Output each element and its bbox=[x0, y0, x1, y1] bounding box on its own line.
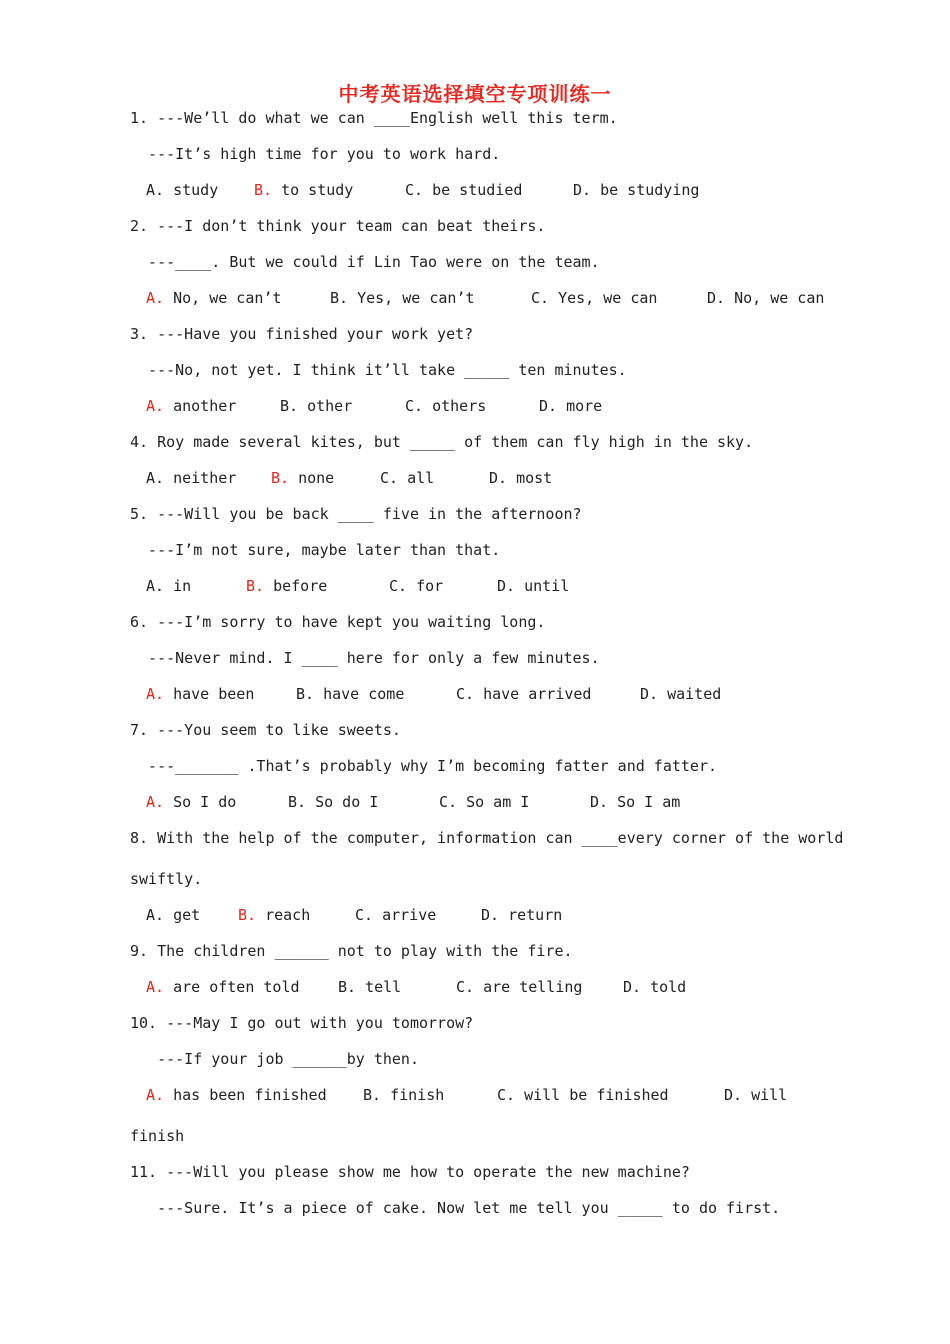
option-letter: C. bbox=[531, 289, 550, 307]
answer-option bbox=[330, 288, 475, 308]
option-letter: B. bbox=[363, 1086, 382, 1104]
option-text: have been bbox=[164, 685, 255, 703]
answer-option bbox=[439, 792, 529, 812]
option-letter: C. bbox=[456, 685, 475, 703]
option-letter: C. bbox=[405, 181, 424, 199]
option-text: have arrived bbox=[474, 685, 592, 703]
option-letter: D. bbox=[724, 1086, 743, 1104]
option-letter: B. bbox=[246, 577, 265, 595]
answer-option bbox=[380, 468, 434, 488]
answer-option bbox=[146, 576, 191, 596]
option-letter: D. bbox=[497, 577, 516, 595]
answer-option bbox=[238, 905, 310, 925]
option-letter: A. bbox=[146, 685, 165, 703]
question-stem: 1. ---We’ll do what we can ____English well this term. bbox=[130, 109, 618, 127]
option-text: So am I bbox=[457, 793, 530, 811]
option-text: tell bbox=[356, 978, 402, 996]
answer-option bbox=[456, 684, 591, 704]
answer-option bbox=[338, 977, 401, 997]
answer-option bbox=[246, 576, 327, 596]
option-text: be studying bbox=[591, 181, 700, 199]
answer-option bbox=[405, 180, 522, 200]
answer-option bbox=[146, 180, 218, 200]
option-letter: D. bbox=[573, 181, 592, 199]
answer-option bbox=[640, 684, 721, 704]
question-stem: 4. Roy made several kites, but _____ of them can fly high in the sky. bbox=[130, 433, 754, 451]
option-text: be studied bbox=[423, 181, 523, 199]
option-text: No, we can’t bbox=[164, 289, 282, 307]
answer-option bbox=[539, 396, 602, 416]
option-letter: D. bbox=[640, 685, 659, 703]
question-stem: 2. ---I don’t think your team can beat theirs. bbox=[130, 217, 546, 235]
answer-option bbox=[146, 396, 236, 416]
question-line: ---I’m not sure, maybe later than that. bbox=[130, 541, 501, 559]
option-text: other bbox=[298, 397, 353, 415]
answer-option bbox=[146, 288, 281, 308]
question-line: ---No, not yet. I think it’ll take _____ ten minutes. bbox=[130, 361, 627, 379]
option-text: others bbox=[423, 397, 487, 415]
option-text: return bbox=[499, 906, 563, 924]
option-text: will bbox=[742, 1086, 788, 1104]
option-text: Yes, we can bbox=[549, 289, 658, 307]
option-text: before bbox=[264, 577, 328, 595]
option-text: So do I bbox=[306, 793, 379, 811]
option-letter: D. bbox=[481, 906, 500, 924]
option-text: told bbox=[641, 978, 687, 996]
option-letter: B. bbox=[338, 978, 357, 996]
option-text: get bbox=[164, 906, 201, 924]
option-text: none bbox=[289, 469, 335, 487]
question-stem: 5. ---Will you be back ____ five in the afternoon? bbox=[130, 505, 582, 523]
question-line: ---____. But we could if Lin Tao were on the team. bbox=[130, 253, 600, 271]
question-line: swiftly. bbox=[130, 870, 203, 888]
option-text: neither bbox=[164, 469, 237, 487]
option-letter: C. bbox=[439, 793, 458, 811]
answer-option bbox=[481, 905, 562, 925]
option-text: most bbox=[507, 469, 553, 487]
option-letter: A. bbox=[146, 978, 165, 996]
option-letter: A. bbox=[146, 469, 165, 487]
option-letter: A. bbox=[146, 906, 165, 924]
answer-option bbox=[389, 576, 443, 596]
answer-option bbox=[355, 905, 436, 925]
answer-option bbox=[146, 468, 236, 488]
option-text: No, we can bbox=[725, 289, 825, 307]
question-stem: 6. ---I’m sorry to have kept you waiting long. bbox=[130, 613, 546, 631]
answer-option bbox=[497, 1085, 669, 1105]
option-letter: C. bbox=[405, 397, 424, 415]
question-line: ---_______ .That’s probably why I’m becoming fatter and fatter. bbox=[130, 757, 717, 775]
answer-option bbox=[146, 977, 300, 997]
option-letter: B. bbox=[254, 181, 273, 199]
answer-option bbox=[280, 396, 352, 416]
option-letter: D. bbox=[489, 469, 508, 487]
option-letter: D. bbox=[590, 793, 609, 811]
question-stem: 9. The children ______ not to play with the fire. bbox=[130, 942, 573, 960]
question-stem: 3. ---Have you finished your work yet? bbox=[130, 325, 474, 343]
answer-option bbox=[296, 684, 404, 704]
option-text: to study bbox=[272, 181, 354, 199]
answer-option bbox=[531, 288, 657, 308]
option-letter: A. bbox=[146, 793, 165, 811]
option-letter: A. bbox=[146, 577, 165, 595]
option-continuation: finish bbox=[130, 1127, 185, 1145]
question-line: ---It’s high time for you to work hard. bbox=[130, 145, 501, 163]
answer-option bbox=[405, 396, 486, 416]
option-letter: C. bbox=[355, 906, 374, 924]
option-letter: D. bbox=[539, 397, 558, 415]
option-letter: D. bbox=[623, 978, 642, 996]
option-text: more bbox=[557, 397, 603, 415]
option-text: are often told bbox=[164, 978, 300, 996]
option-text: study bbox=[164, 181, 219, 199]
answer-option bbox=[724, 1085, 787, 1105]
answer-option bbox=[497, 576, 569, 596]
answer-option bbox=[363, 1085, 444, 1105]
option-text: finish bbox=[381, 1086, 445, 1104]
question-line: ---If your job ______by then. bbox=[130, 1050, 419, 1068]
answer-option bbox=[573, 180, 699, 200]
question-line: ---Never mind. I ____ here for only a few minutes. bbox=[130, 649, 600, 667]
option-letter: C. bbox=[380, 469, 399, 487]
question-stem: 8. With the help of the computer, information can ____every corner of the world bbox=[130, 829, 844, 847]
option-text: So I am bbox=[608, 793, 681, 811]
option-letter: C. bbox=[456, 978, 475, 996]
option-letter: C. bbox=[497, 1086, 516, 1104]
option-text: Yes, we can’t bbox=[348, 289, 475, 307]
option-text: until bbox=[515, 577, 570, 595]
option-letter: B. bbox=[271, 469, 290, 487]
option-letter: B. bbox=[238, 906, 257, 924]
option-letter: C. bbox=[389, 577, 408, 595]
option-text: for bbox=[407, 577, 444, 595]
option-text: waited bbox=[658, 685, 722, 703]
option-text: arrive bbox=[373, 906, 437, 924]
answer-option bbox=[456, 977, 582, 997]
option-letter: A. bbox=[146, 1086, 165, 1104]
question-stem: 10. ---May I go out with you tomorrow? bbox=[130, 1014, 474, 1032]
option-letter: A. bbox=[146, 181, 165, 199]
answer-option bbox=[146, 792, 236, 812]
answer-option bbox=[288, 792, 378, 812]
answer-option bbox=[146, 905, 200, 925]
answer-option bbox=[271, 468, 334, 488]
option-text: will be finished bbox=[515, 1086, 669, 1104]
option-letter: B. bbox=[280, 397, 299, 415]
page-title: 中考英语选择填空专项训练一 bbox=[338, 82, 612, 106]
option-text: So I do bbox=[164, 793, 237, 811]
option-letter: B. bbox=[288, 793, 307, 811]
answer-option bbox=[623, 977, 686, 997]
answer-option bbox=[146, 684, 254, 704]
option-letter: D. bbox=[707, 289, 726, 307]
question-stem: 7. ---You seem to like sweets. bbox=[130, 721, 401, 739]
option-letter: A. bbox=[146, 397, 165, 415]
answer-option bbox=[590, 792, 680, 812]
question-line: ---Sure. It’s a piece of cake. Now let me tell you _____ to do first. bbox=[130, 1199, 781, 1217]
option-letter: A. bbox=[146, 289, 165, 307]
answer-option bbox=[146, 1085, 327, 1105]
option-letter: B. bbox=[296, 685, 315, 703]
answer-option bbox=[489, 468, 552, 488]
answer-option bbox=[254, 180, 353, 200]
question-stem: 11. ---Will you please show me how to operate the new machine? bbox=[130, 1163, 690, 1181]
answer-option bbox=[707, 288, 824, 308]
option-letter: B. bbox=[330, 289, 349, 307]
option-text: another bbox=[164, 397, 237, 415]
option-text: has been finished bbox=[164, 1086, 327, 1104]
option-text: have come bbox=[314, 685, 405, 703]
option-text: in bbox=[164, 577, 192, 595]
option-text: are telling bbox=[474, 978, 583, 996]
option-text: all bbox=[398, 469, 435, 487]
option-text: reach bbox=[256, 906, 311, 924]
